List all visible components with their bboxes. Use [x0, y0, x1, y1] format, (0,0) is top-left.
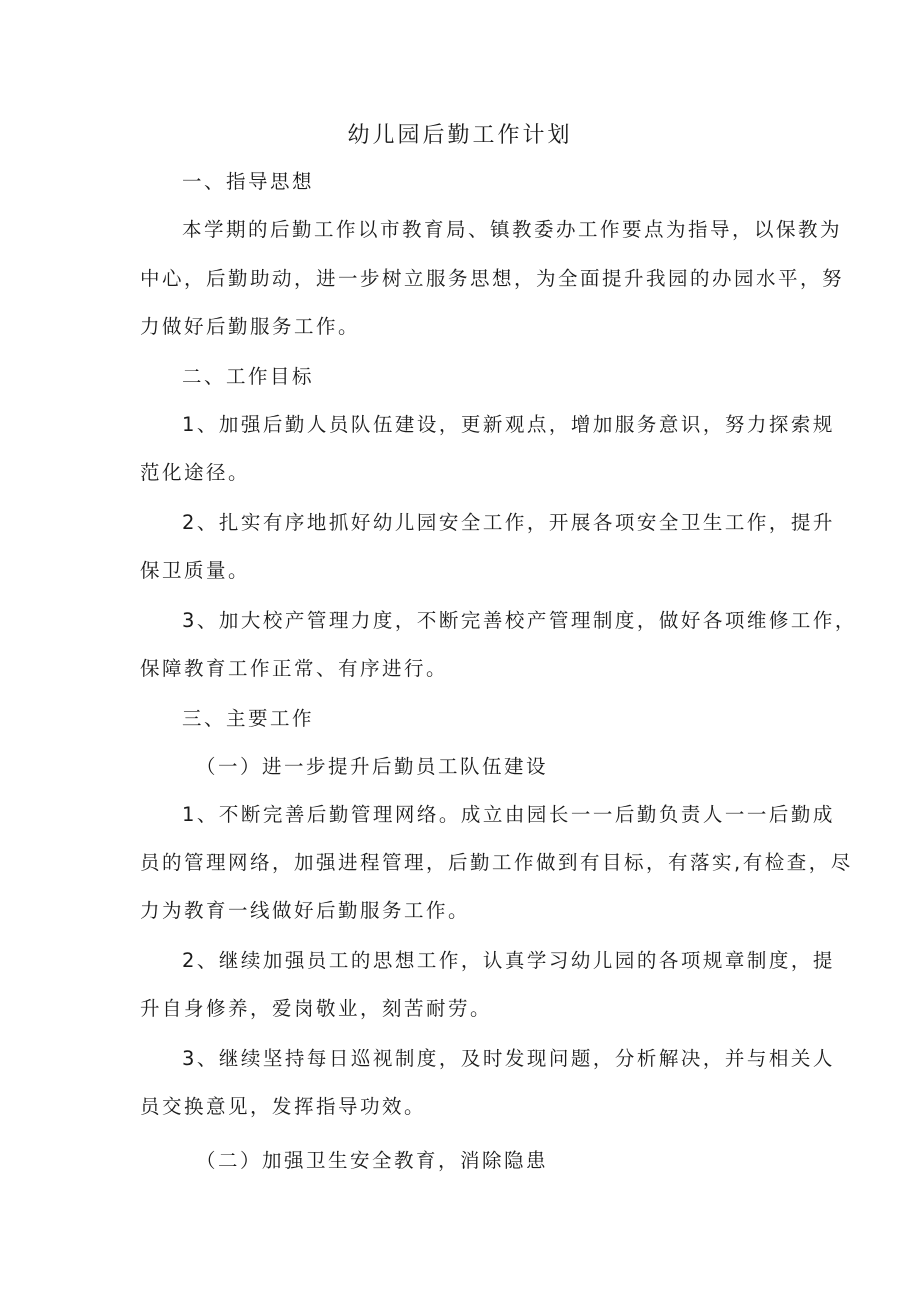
list-item-line: 保卫质量。 [140, 559, 251, 582]
document-title: 幼儿园后勤工作计划 [347, 123, 573, 148]
list-item-line: 2、扎实有序地抓好幼儿园安全工作，开展各项安全卫生工作，提升 [182, 511, 835, 534]
list-item-line: 1、加强后勤人员队伍建设，更新观点，增加服务意识，努力探索规 [182, 413, 835, 436]
section-heading-main-work: 三、主要工作 [182, 707, 315, 730]
list-item-line: 员交换意见，发挥指导功效。 [140, 1095, 427, 1118]
subsection-heading: （一）进一步提升后勤员工队伍建设 [196, 755, 549, 778]
list-item-line: 员的管理网络，加强进程管理，后勤工作做到有目标，有落实,有检查，尽 [140, 851, 853, 874]
section-heading-work-goals: 二、工作目标 [182, 365, 315, 388]
list-item-line: 保障教育工作正常、有序进行。 [140, 657, 449, 680]
list-item-line: 范化途径。 [140, 461, 251, 484]
list-item-line: 3、继续坚持每日巡视制度，及时发现问题，分析解决，并与相关人 [182, 1047, 835, 1070]
subsection-heading: （二）加强卫生安全教育，消除隐患 [196, 1149, 549, 1172]
paragraph-line: 中心，后勤助动，进一步树立服务思想，为全面提升我园的办园水平，努 [140, 267, 845, 290]
section-heading-guiding-thought: 一、指导思想 [182, 170, 315, 193]
list-item-line: 3、加大校产管理力度，不断完善校产管理制度，做好各项维修工作， [182, 609, 857, 632]
paragraph-line: 本学期的后勤工作以市教育局、镇教委办工作要点为指导，以保教为 [182, 218, 843, 241]
list-item-line: 1、不断完善后勤管理网络。成立由园长一一后勤负责人一一后勤成 [182, 803, 835, 826]
paragraph-line: 力做好后勤服务工作。 [140, 315, 361, 338]
list-item-line: 升自身修养，爱岗敬业，刻苦耐劳。 [140, 997, 493, 1020]
list-item-line: 2、继续加强员工的思想工作，认真学习幼儿园的各项规章制度，提 [182, 949, 835, 972]
list-item-line: 力为教育一线做好后勤服务工作。 [140, 899, 471, 922]
